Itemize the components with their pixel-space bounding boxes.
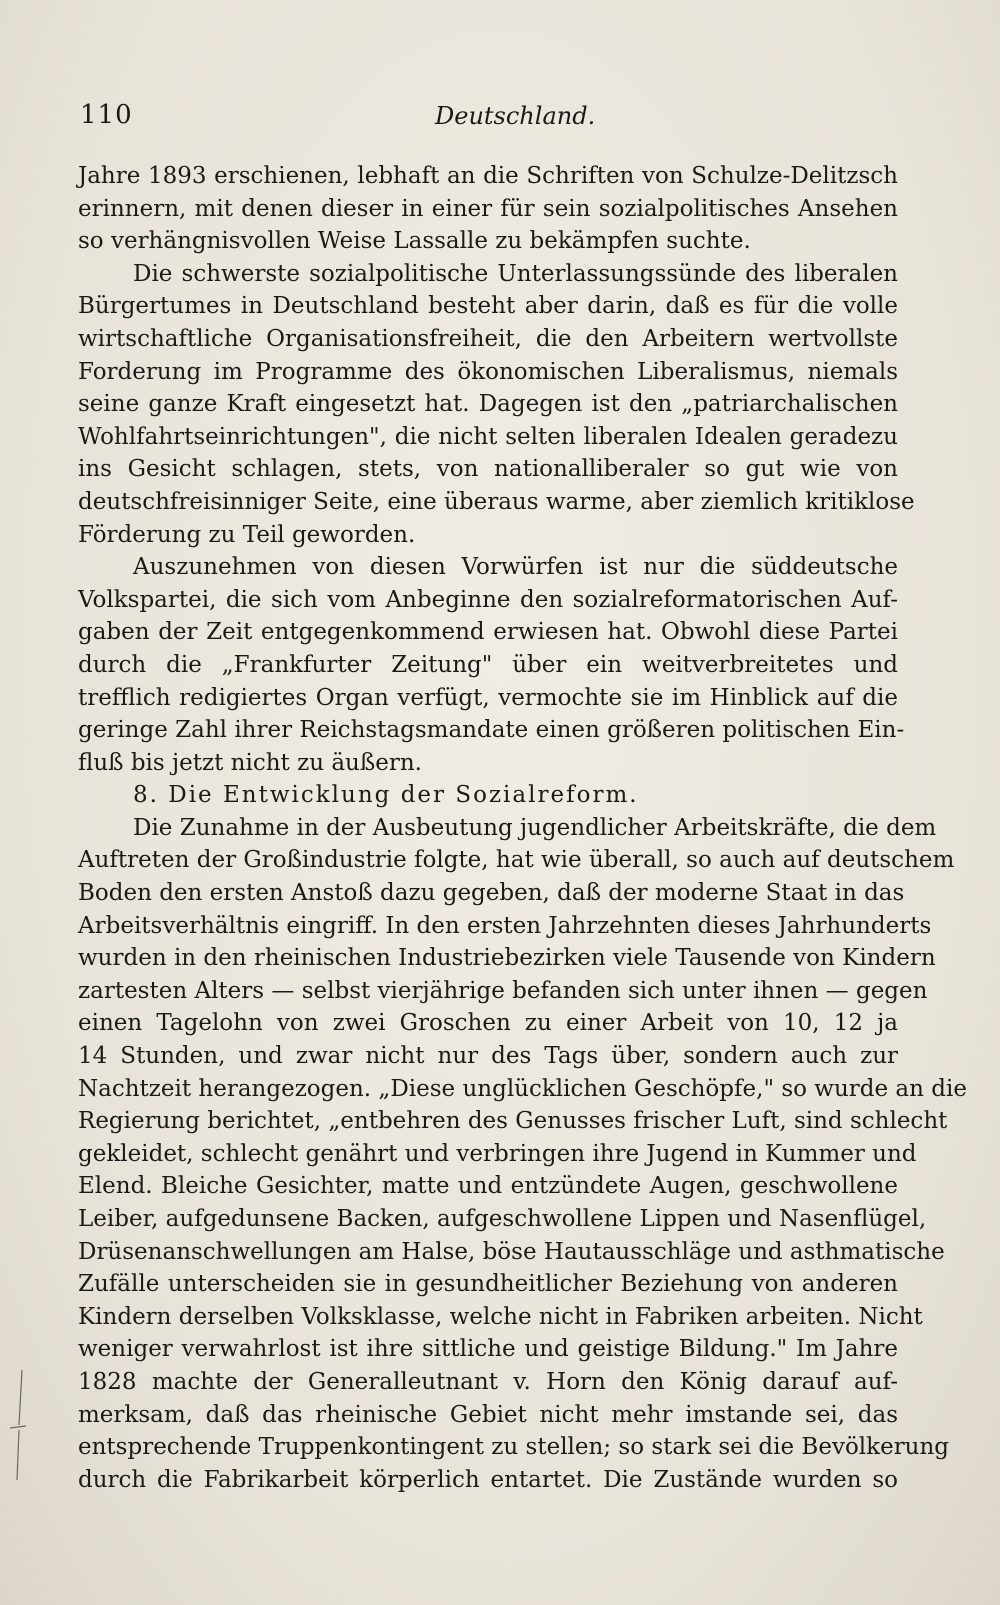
text-line: Regierung berichtet, „entbehren des Genusses frischer Luft, sind schlecht: [78, 1108, 948, 1135]
text-line: Bürgertumes in Deutschland besteht aber darin, daß es für die volle: [78, 293, 898, 320]
section-heading: 8. Die Entwicklung der Sozialreform.: [133, 782, 639, 809]
page-header: [80, 100, 900, 140]
pencil-margin-mark: [10, 1370, 30, 1480]
text-line: wirtschaftliche Organisationsfreiheit, die den Arbeitern wertvollste: [78, 325, 898, 352]
text-line: Volkspartei, die sich vom Anbeginne den sozialreformatorischen Auf-: [78, 586, 898, 613]
text-line: Kindern derselben Volksklasse, welche nicht in Fabriken arbeiten. Nicht: [78, 1303, 923, 1330]
text-line: Drüsenanschwellungen am Halse, böse Hautausschläge und asthmatische: [78, 1238, 945, 1265]
text-line: Wohlfahrtseinrichtungen", die nicht selten liberalen Idealen geradezu: [78, 423, 898, 450]
text-line: Nachtzeit herangezogen. „Diese unglücklichen Geschöpfe," so wurde an die: [78, 1075, 967, 1102]
text-line: gaben der Zeit entgegenkommend erwiesen hat. Obwohl diese Partei: [78, 619, 898, 646]
text-line: geringe Zahl ihrer Reichstagsmandate einen größeren politischen Ein-: [78, 717, 905, 744]
text-line: erinnern, mit denen dieser in einer für sein sozialpolitisches Ansehen: [78, 195, 898, 222]
text-line: seine ganze Kraft eingesetzt hat. Dagegen ist den „patriarchalischen: [78, 391, 898, 418]
text-line: Die schwerste sozialpolitische Unterlassungssünde des liberalen: [133, 260, 898, 287]
text-line: einen Tagelohn von zwei Groschen zu einer Arbeit von 10, 12 ja: [78, 1010, 898, 1037]
text-line: Boden den ersten Anstoß dazu gegeben, daß der moderne Staat in das: [78, 880, 905, 907]
text-line: deutschfreisinniger Seite, eine überaus warme, aber ziemlich kritiklose: [78, 488, 915, 515]
text-line: durch die Fabrikarbeit körperlich entartet. Die Zustände wurden so: [78, 1466, 898, 1493]
text-line: Auszunehmen von diesen Vorwürfen ist nur die süddeutsche: [133, 554, 898, 581]
running-head: Deutschland.: [435, 102, 596, 130]
text-line: Förderung zu Teil geworden.: [78, 521, 416, 548]
text-line: merksam, daß das rheinische Gebiet nicht mehr imstande sei, das: [78, 1401, 898, 1428]
text-line: ins Gesicht schlagen, stets, von nationalliberaler so gut wie von: [78, 456, 898, 483]
text-line: so verhängnisvollen Weise Lassalle zu bekämpfen suchte.: [78, 228, 751, 255]
text-line: Die Zunahme in der Ausbeutung jugendlicher Arbeitskräfte, die dem: [133, 814, 937, 841]
text-line: durch die „Frankfurter Zeitung" über ein weitverbreitetes und: [78, 651, 898, 678]
text-line: entsprechende Truppenkontingent zu stellen; so stark sei die Bevölkerung: [78, 1434, 950, 1461]
text-line: Auftreten der Großindustrie folgte, hat wie überall, so auch auf deutschem: [78, 847, 955, 874]
body-text: [78, 160, 967, 1496]
text-line: Zufälle unterscheiden sie in gesundheitlicher Beziehung von anderen: [78, 1271, 898, 1298]
text-line: wurden in den rheinischen Industriebezirken viele Tausende von Kindern: [78, 945, 936, 972]
text-line: gekleidet, schlecht genährt und verbringen ihre Jugend in Kummer und: [78, 1140, 917, 1167]
text-line: trefflich redigiertes Organ verfügt, vermochte sie im Hinblick auf die: [78, 684, 898, 711]
text-line: Arbeitsverhältnis eingriff. In den ersten Jahrzehnten dieses Jahrhunderts: [78, 912, 932, 939]
text-line: fluß bis jetzt nicht zu äußern.: [78, 749, 422, 776]
text-line: weniger verwahrlost ist ihre sittliche und geistige Bildung." Im Jahre: [78, 1336, 898, 1363]
text-line: Forderung im Programme des ökonomischen Liberalismus, niemals: [78, 358, 898, 385]
text-line: Leiber, aufgedunsene Backen, aufgeschwollene Lippen und Nasenflügel,: [78, 1206, 927, 1232]
text-line: 14 Stunden, und zwar nicht nur des Tags über, sondern auch zur: [78, 1043, 898, 1070]
text-line: 1828 machte der Generalleutnant v. Horn den König darauf auf-: [78, 1368, 898, 1395]
text-line: zartesten Alters — selbst vierjährige befanden sich unter ihnen — gegen: [78, 977, 928, 1004]
text-line: Elend. Bleiche Gesichter, matte und entzündete Augen, geschwollene: [78, 1173, 898, 1200]
page-number: 110: [80, 100, 133, 130]
text-line: Jahre 1893 erschienen, lebhaft an die Schriften von Schulze-Delitzsch: [78, 163, 898, 189]
